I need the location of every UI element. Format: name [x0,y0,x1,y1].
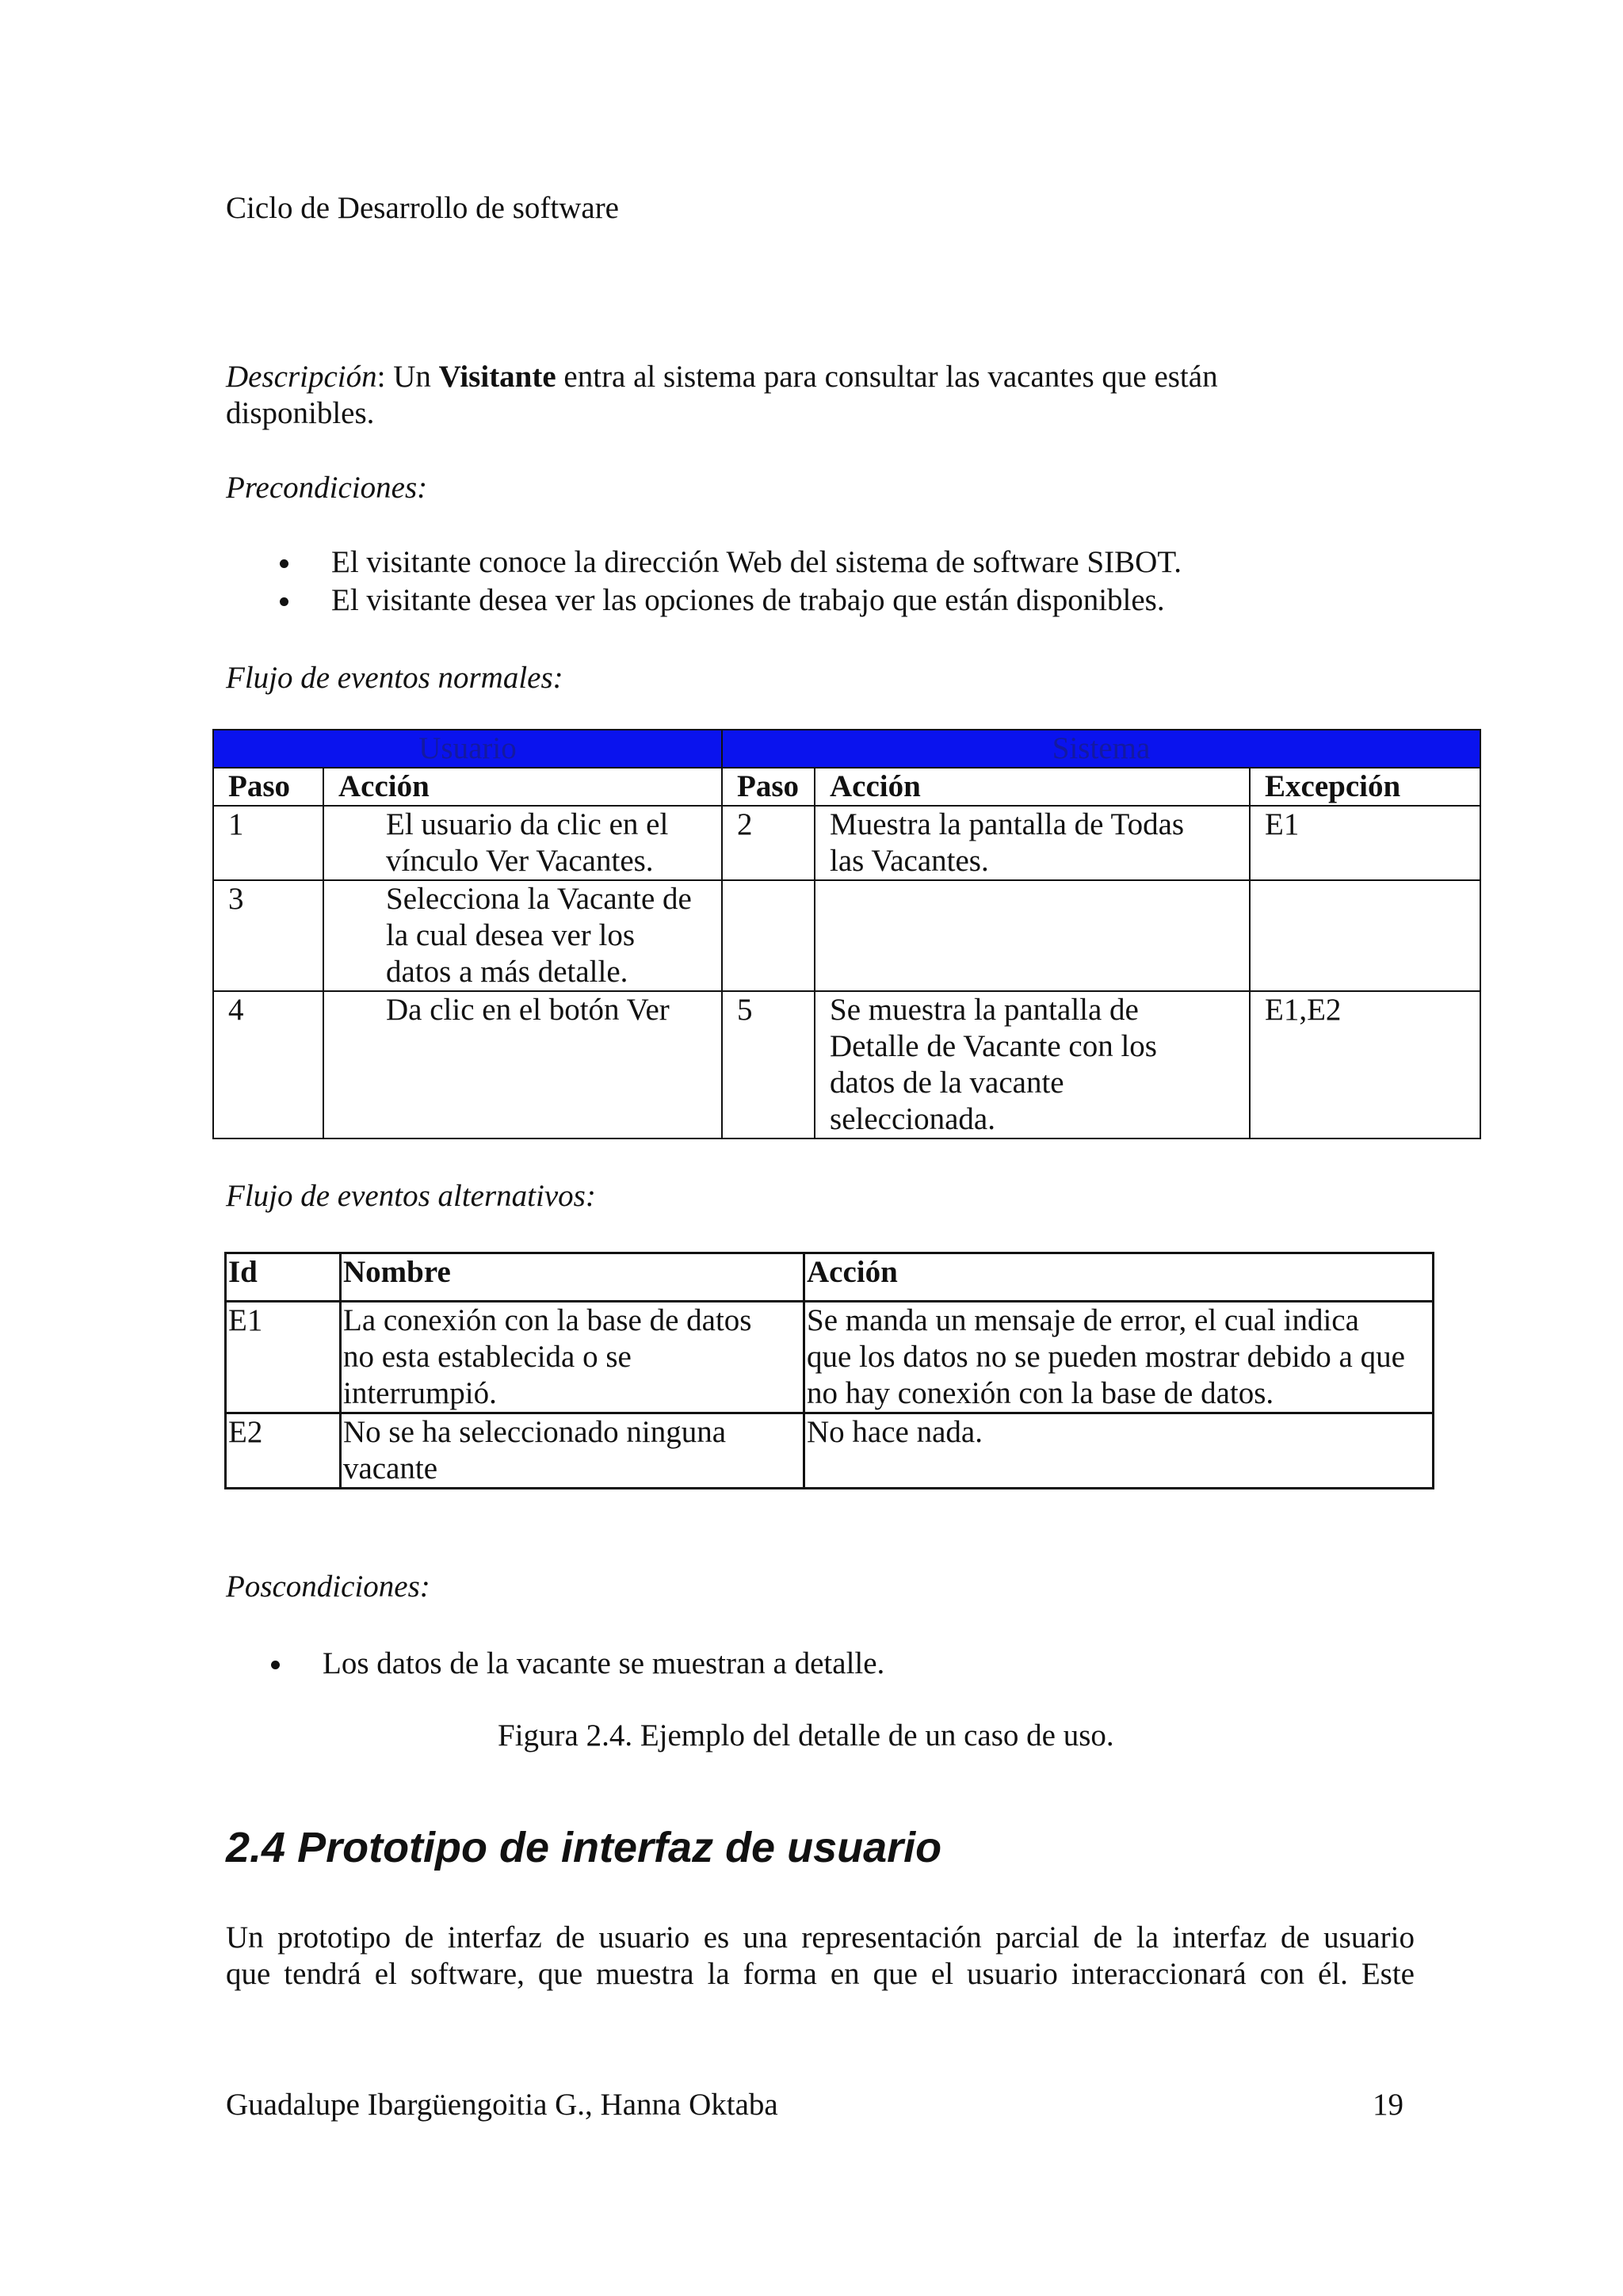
normal-flow-heading: Flujo de eventos normales: [226,661,563,695]
accion-usuario-cell: Da clic en el botón Ver [323,991,722,1138]
description-text-before: : Un [376,360,439,394]
nombre-cell: No se ha seleccionado ninguna vacante [341,1413,804,1489]
column-header: Acción [804,1253,1434,1302]
column-header-row [213,768,1480,806]
id-cell: E1 [226,1302,341,1413]
table-row [226,1302,1434,1413]
description-line-1 [226,359,1218,395]
section-heading: 2.4 Prototipo de interfaz de usuario [226,1824,942,1871]
alt-flow-table [224,1252,1434,1489]
column-header: Nombre [341,1253,804,1302]
description-text-after: entra al sistema para consultar las vacantes que están [556,360,1218,394]
paso-usuario-cell: 3 [213,880,323,991]
alt-flow-heading: Flujo de eventos alternativos: [226,1179,596,1213]
group-header-sistema: Sistema [722,730,1480,768]
paso-sistema-cell: 2 [722,806,815,880]
column-header: Id [226,1253,341,1302]
figure-caption: Figura 2.4. Ejemplo del detalle de un caso de uso. [498,1718,1114,1753]
table-row [213,991,1480,1138]
postconditions-heading: Poscondiciones: [226,1569,430,1604]
paso-usuario-cell: 4 [213,991,323,1138]
column-header: Acción [815,768,1250,806]
excepcion-cell: E1 [1250,806,1480,880]
column-header-row [226,1253,1434,1302]
paragraph-line: Un prototipo de interfaz de usuario es una representación parcial de la interfaz de usuario [226,1920,1415,1955]
accion-usuario-cell: Selecciona la Vacante de la cual desea ver los datos a más detalle. [323,880,722,991]
table-row [213,880,1480,991]
table-row [226,1413,1434,1489]
table-row [213,806,1480,880]
group-header-row [213,730,1480,768]
id-cell: E2 [226,1413,341,1489]
excepcion-cell [1250,880,1480,991]
accion-usuario-cell: El usuario da clic en el vínculo Ver Vacantes. [323,806,722,880]
group-header-usuario: Usuario [213,730,722,768]
description-label: Descripción [226,360,377,394]
description-line-2: disponibles. [226,396,375,430]
preconditions-heading: Precondiciones: [226,471,428,505]
column-header: Acción [323,768,722,806]
page-number: 19 [1373,2088,1403,2122]
accion-cell: No hace nada. [804,1413,1434,1489]
running-header: Ciclo de Desarrollo de software [226,191,619,225]
precondition-item: El visitante conoce la dirección Web del sistema de software SIBOT. [280,544,1182,582]
accion-cell: Se manda un mensaje de error, el cual indica que los datos no se pueden mostrar debido a que no hay conexión con la base de datos. [804,1302,1434,1413]
paragraph-line: que tendrá el software, que muestra la forma en que el usuario interaccionará con él. Este [226,1957,1415,1991]
column-header: Excepción [1250,768,1480,806]
precondition-item: El visitante desea ver las opciones de trabajo que están disponibles. [280,582,1182,620]
accion-sistema-cell: Se muestra la pantalla de Detalle de Vacante con los datos de la vacante seleccionada. [815,991,1250,1138]
paso-usuario-cell: 1 [213,806,323,880]
description [226,359,1218,432]
preconditions-list [280,544,1182,620]
excepcion-cell: E1,E2 [1250,991,1480,1138]
column-header: Paso [722,768,815,806]
column-header: Paso [213,768,323,806]
paso-sistema-cell [722,880,815,991]
paso-sistema-cell: 5 [722,991,815,1138]
postcondition-item: Los datos de la vacante se muestran a detalle. [271,1646,884,1684]
nombre-cell: La conexión con la base de datos no esta establecida o se interrumpió. [341,1302,804,1413]
accion-sistema-cell [815,880,1250,991]
body-paragraph [226,1920,1415,1993]
description-bold-term: Visitante [438,360,556,394]
footer-authors: Guadalupe Ibargüengoitia G., Hanna Oktaba [226,2088,778,2122]
normal-flow-table [212,729,1481,1139]
postconditions-list [271,1646,884,1684]
accion-sistema-cell: Muestra la pantalla de Todas las Vacantes. [815,806,1250,880]
